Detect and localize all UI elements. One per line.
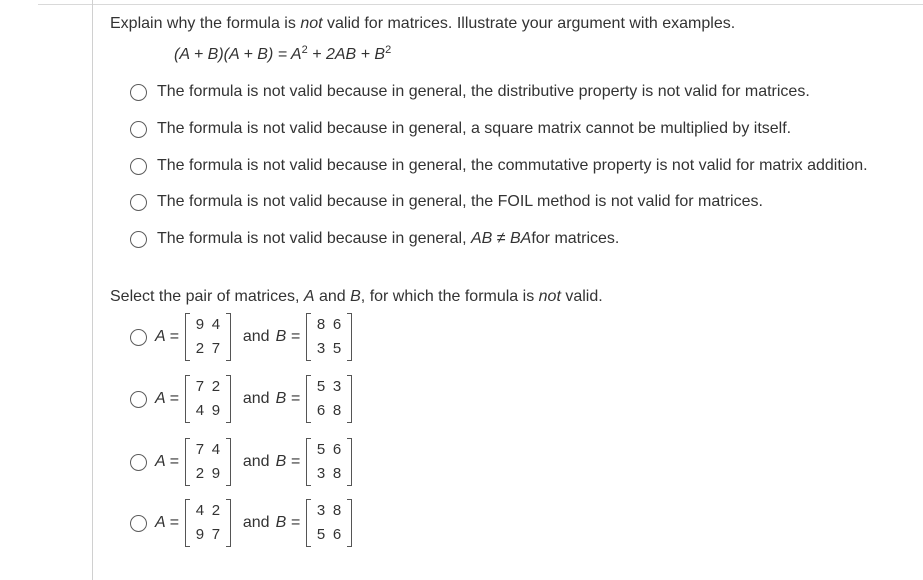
matrix-option-3[interactable]: A = 7 4 2 9 and B = 5 6 3 8 <box>130 436 356 488</box>
radio-button[interactable] <box>130 454 147 471</box>
matrix-a: 4 2 9 7 <box>185 499 231 547</box>
question-1-prompt: Explain why the formula is not valid for matrices. Illustrate your argument with examples. <box>110 15 736 32</box>
matrix-option-2[interactable]: A = 7 2 4 9 and B = 5 3 6 8 <box>130 373 356 425</box>
left-border <box>92 0 93 580</box>
matrix-a: 7 2 4 9 <box>185 375 231 423</box>
option-square-matrix[interactable]: The formula is not valid because in general, a square matrix cannot be multiplied by itself. <box>130 117 791 141</box>
matrix-option-4[interactable]: A = 4 2 9 7 and B = 3 8 5 6 <box>130 497 356 549</box>
radio-button[interactable] <box>130 231 147 248</box>
radio-button[interactable] <box>130 194 147 211</box>
radio-button[interactable] <box>130 84 147 101</box>
radio-button[interactable] <box>130 121 147 138</box>
matrix-a: 9 4 2 7 <box>185 313 231 361</box>
matrix-b: 5 3 6 8 <box>306 375 352 423</box>
option-ab-not-ba[interactable]: The formula is not valid because in general, AB ≠ BA for matrices. <box>130 227 619 251</box>
top-border <box>38 4 923 5</box>
option-distributive[interactable]: The formula is not valid because in general, the distributive property is not valid for matrices. <box>130 80 810 104</box>
radio-button[interactable] <box>130 391 147 408</box>
matrix-b: 3 8 5 6 <box>306 499 352 547</box>
option-commutative-addition[interactable]: The formula is not valid because in general, the commutative property is not valid for matrix addition. <box>130 154 868 178</box>
radio-button[interactable] <box>130 329 147 346</box>
formula: $(A + B)(A + B) = A^2 + 2AB + B^2$ <box>174 44 392 63</box>
option-foil[interactable]: The formula is not valid because in general, the FOIL method is not valid for matrices. <box>130 190 763 214</box>
matrix-option-1[interactable]: A = 9 4 2 7 and B = 8 6 3 5 <box>130 311 356 363</box>
radio-button[interactable] <box>130 515 147 532</box>
matrix-b: 5 6 3 8 <box>306 438 352 486</box>
question-2-prompt: Select the pair of matrices, A and B, for which the formula is not valid. <box>110 288 603 305</box>
matrix-a: 7 4 2 9 <box>185 438 231 486</box>
radio-button[interactable] <box>130 158 147 175</box>
matrix-b: 8 6 3 5 <box>306 313 352 361</box>
